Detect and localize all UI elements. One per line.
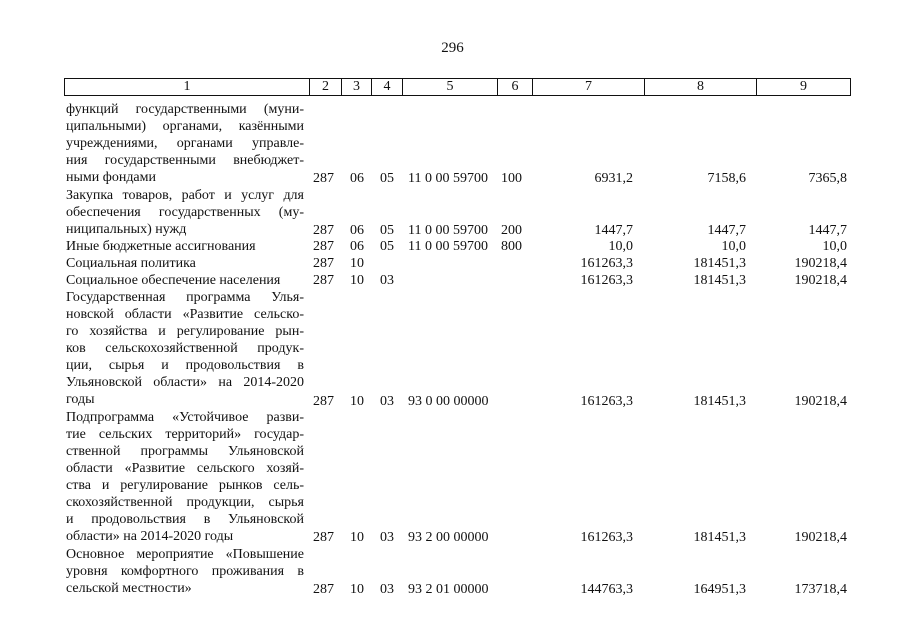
- header-col-5: 5: [403, 79, 498, 95]
- table-row: [64, 272, 851, 289]
- amount-col-7: 161263,3: [580, 273, 633, 288]
- amount-col-8: 181451,3: [693, 393, 746, 409]
- table-row: [64, 289, 851, 409]
- section-code: 10: [350, 255, 364, 271]
- expense-type-code: 100: [501, 171, 522, 187]
- header-col-6: 6: [498, 79, 533, 95]
- header-col-9: 9: [800, 79, 807, 94]
- row-description: [66, 272, 304, 289]
- amount-col-8: 181451,3: [693, 255, 746, 271]
- table-header: [64, 78, 851, 96]
- expense-type-code: 800: [501, 238, 522, 254]
- row-description: [66, 238, 304, 255]
- header-col-2: 2: [310, 79, 342, 95]
- amount-col-7: 10,0: [608, 238, 633, 254]
- subsection-code: 03: [380, 393, 394, 409]
- amount-col-8: 181451,3: [693, 530, 746, 546]
- subsection-code: 05: [380, 222, 394, 238]
- table-row: [64, 101, 851, 187]
- row-description: [66, 409, 304, 545]
- description-line: Социальное обеспечение населения: [66, 273, 281, 288]
- description-line: ния государственными внебюджет-: [66, 153, 304, 168]
- amount-col-9: 190218,4: [794, 273, 847, 288]
- table-row: [64, 238, 851, 255]
- description-line: ции, сырья и продовольствия в: [66, 358, 304, 374]
- amount-col-9: 190218,4: [794, 393, 847, 409]
- description-line: сельской местности»: [66, 580, 192, 596]
- budget-admin-code: 287: [313, 222, 334, 238]
- subsection-code: 05: [380, 238, 394, 254]
- description-line: уровня комфортного проживания в: [66, 563, 304, 579]
- amount-col-8: 7158,6: [707, 171, 746, 187]
- section-code: 06: [350, 171, 364, 187]
- description-line: ниципальных) нужд: [66, 221, 187, 237]
- expense-type-code: 200: [501, 222, 522, 238]
- amount-col-9: 1447,7: [808, 222, 847, 238]
- budget-admin-code: 287: [313, 171, 334, 187]
- description-line: Социальная политика: [66, 255, 196, 271]
- amount-col-8: 1447,7: [707, 222, 746, 238]
- budget-admin-code: 287: [313, 530, 334, 546]
- header-col-1: 1: [65, 79, 310, 95]
- section-code: 10: [350, 581, 364, 597]
- table-row: [64, 409, 851, 546]
- amount-col-9: 7365,8: [808, 171, 847, 187]
- budget-admin-code: 287: [313, 393, 334, 409]
- description-line: области» на 2014-2020 годы: [66, 528, 234, 544]
- description-line: Государственная программа Улья-: [66, 290, 304, 306]
- amount-col-8: 181451,3: [693, 273, 746, 288]
- table-row: [64, 187, 851, 238]
- row-description: [66, 546, 304, 597]
- page-number: 296: [441, 40, 464, 56]
- row-description: [66, 187, 304, 238]
- row-description: [66, 255, 304, 272]
- section-code: 06: [350, 238, 364, 254]
- amount-col-7: 161263,3: [580, 530, 633, 546]
- budget-admin-code: 287: [313, 238, 334, 254]
- amount-col-8: 164951,3: [693, 581, 746, 597]
- budget-admin-code: 287: [313, 581, 334, 597]
- row-description: [66, 289, 304, 408]
- budget-admin-code: 287: [313, 255, 334, 271]
- subsection-code: 05: [380, 171, 394, 187]
- description-line: Основное мероприятие «Повышение: [66, 546, 304, 562]
- description-line: ными фондами: [66, 170, 157, 185]
- amount-col-7: 144763,3: [580, 581, 633, 597]
- description-line: ственной программы Ульяновской: [66, 443, 304, 459]
- section-code: 10: [350, 530, 364, 546]
- description-line: новской области «Развитие сельско-: [66, 307, 304, 323]
- description-line: функций государственными (муни-: [66, 102, 304, 117]
- amount-col-7: 161263,3: [580, 393, 633, 409]
- section-code: 10: [350, 273, 364, 288]
- amount-col-7: 1447,7: [594, 222, 633, 238]
- target-article-code: 93 0 00 00000: [408, 393, 489, 409]
- description-line: Закупка товаров, работ и услуг для: [66, 187, 304, 203]
- amount-col-9: 190218,4: [794, 255, 847, 271]
- description-line: учреждениями, органами управле-: [66, 136, 304, 151]
- amount-col-8: 10,0: [721, 238, 746, 254]
- description-line: ципальными) органами, казёнными: [66, 119, 304, 134]
- header-col-3: 3: [342, 79, 372, 95]
- description-line: и продовольствия в Ульяновской: [66, 511, 304, 527]
- table-row: [64, 546, 851, 597]
- target-article-code: 93 2 00 00000: [408, 530, 489, 546]
- description-line: го хозяйства и регулирование рын-: [66, 324, 304, 340]
- target-article-code: 11 0 00 59700: [408, 171, 488, 187]
- subsection-code: 03: [380, 530, 394, 546]
- subsection-code: 03: [380, 581, 394, 597]
- description-line: обеспечения государственных (му-: [66, 204, 304, 220]
- amount-col-9: 10,0: [822, 238, 847, 254]
- header-col-7: 7: [533, 79, 645, 95]
- description-line: скохозяйственной продукции, сырья: [66, 494, 304, 510]
- header-col-4: 4: [372, 79, 403, 95]
- subsection-code: 03: [380, 273, 394, 288]
- section-code: 10: [350, 393, 364, 409]
- description-line: годы: [66, 392, 95, 408]
- table-row: [64, 255, 851, 272]
- budget-admin-code: 287: [313, 273, 334, 288]
- description-line: Иные бюджетные ассигнования: [66, 238, 256, 254]
- description-line: области «Развитие сельского хозяй-: [66, 460, 304, 476]
- section-code: 06: [350, 222, 364, 238]
- amount-col-7: 161263,3: [580, 255, 633, 271]
- description-line: ков сельскохозяйственной продук-: [66, 341, 304, 357]
- description-line: Подпрограмма «Устойчивое разви-: [66, 409, 304, 425]
- header-col-8: 8: [645, 79, 757, 95]
- amount-col-9: 190218,4: [794, 530, 847, 546]
- row-description: [66, 101, 304, 186]
- target-article-code: 11 0 00 59700: [408, 238, 488, 254]
- description-line: ства и регулирование рынков сель-: [66, 477, 304, 493]
- description-line: Ульяновской области» на 2014-2020: [66, 375, 304, 391]
- target-article-code: 11 0 00 59700: [408, 222, 488, 238]
- target-article-code: 93 2 01 00000: [408, 581, 489, 597]
- description-line: тие сельских территорий» государ-: [66, 426, 304, 442]
- amount-col-7: 6931,2: [594, 171, 633, 187]
- amount-col-9: 173718,4: [794, 581, 847, 597]
